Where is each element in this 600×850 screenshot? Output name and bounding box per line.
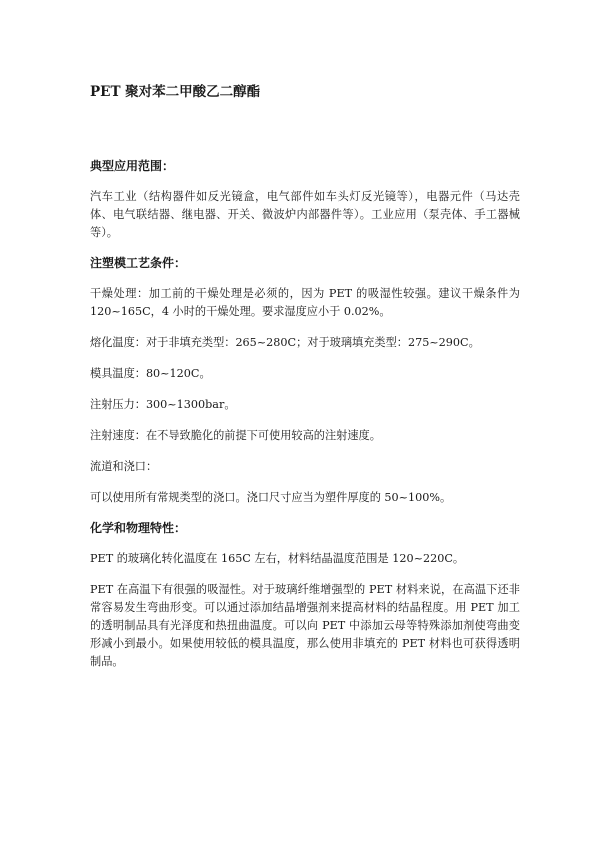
section-molding	[90, 255, 520, 507]
paragraph-hygroscopic: PET 在高温下有很强的吸湿性。对于玻璃纤维增强型的 PET 材料来说，在高温下还非常容易发生弯曲形变。可以通过添加结晶增强剂来提高材料的结晶程度。用 PET 加工的透明制品具有光泽度和热扭曲温度。可以向 PET 中添加云母等特殊添加剂使弯曲变形减小到最小。如果使用较低的模具温度，那么使用非填充的 PET 材料也可获得透明制品。	[90, 583, 520, 668]
paragraph-injection-speed: 注射速度：在不导致脆化的前提下可使用较高的注射速度。	[90, 429, 381, 442]
document-body	[90, 158, 520, 684]
section-applications	[90, 158, 520, 242]
section-heading-properties: 化学和物理特性：	[90, 521, 187, 535]
section-properties	[90, 520, 520, 671]
section-heading-applications: 典型应用范围：	[90, 159, 175, 173]
paragraph-runners-gates: 流道和浇口：	[90, 460, 158, 473]
paragraph-gate-size: 可以使用所有常规类型的浇口。浇口尺寸应当为塑件厚度的 50~100%。	[90, 491, 452, 504]
document-title: PET 聚对苯二甲酸乙二醇酯	[90, 84, 261, 100]
paragraph-drying: 干燥处理：加工前的干燥处理是必须的，因为 PET 的吸湿性较强。建议干燥条件为 120~165C，4 小时的干燥处理。要求湿度应小于 0.02%。	[90, 287, 520, 318]
paragraph-mold-temperature: 模具温度：80~120C。	[90, 367, 211, 380]
paragraph-applications: 汽车工业（结构器件如反光镜盒，电气部件如车头灯反光镜等），电器元件（马达壳体、电气联结器、继电器、开关、微波炉内部器件等）。工业应用（泵壳体、手工器械等）。	[90, 190, 520, 239]
paragraph-melt-temperature: 熔化温度：对于非填充类型：265~280C；对于玻璃填充类型：275~290C。	[90, 336, 480, 349]
paragraph-injection-pressure: 注射压力：300~1300bar。	[90, 398, 236, 411]
paragraph-glass-transition: PET 的玻璃化转化温度在 165C 左右，材料结晶温度范围是 120~220C。	[90, 552, 465, 565]
section-heading-molding: 注塑模工艺条件：	[90, 256, 187, 270]
